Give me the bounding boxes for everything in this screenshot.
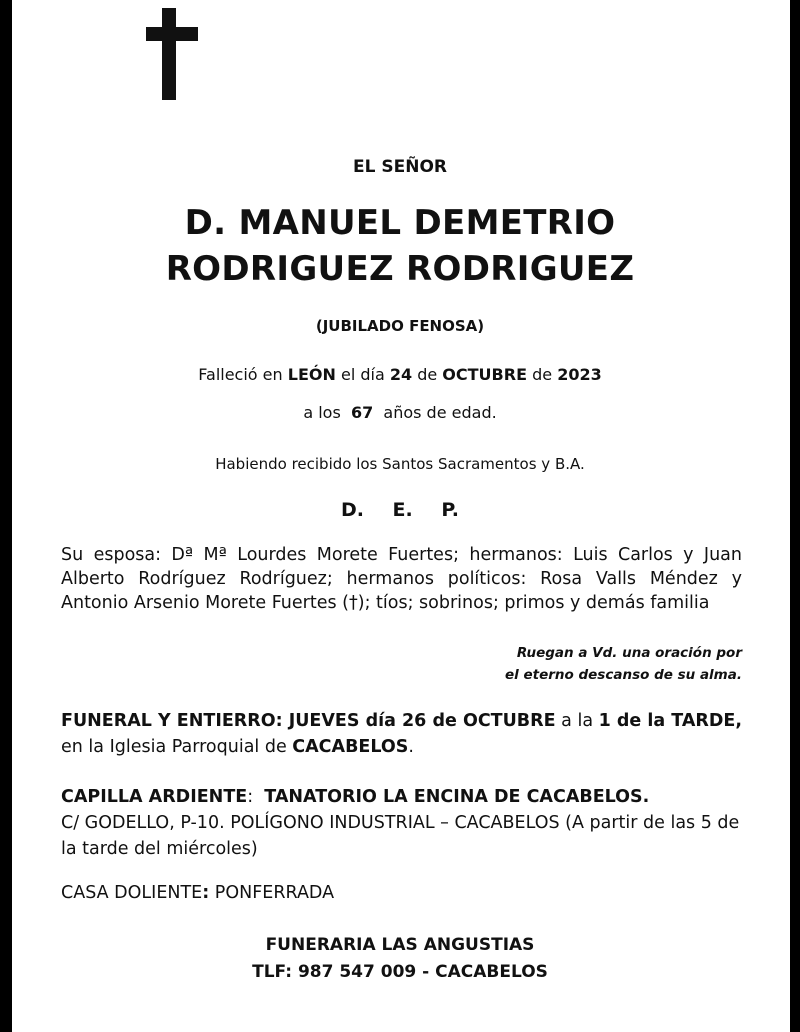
age-line: a los 67 años de edad. — [303, 403, 497, 422]
deceased-name — [0, 200, 800, 292]
honorific-title: EL SEÑOR — [353, 157, 447, 177]
family-paragraph: Su esposa: Dª Mª Lourdes Morete Fuertes; hermanos: Luis Carlos y Juan Alberto Rodríguez Rodríguez; hermanos políticos: Rosa Valls Méndez y Antonio Arsenio Morete Fuertes (†); tíos; sobrinos; primos y demás familia — [61, 545, 742, 613]
age-value: 67 — [350, 403, 374, 422]
funeral-home-name: FUNERARIA LAS ANGUSTIAS — [265, 935, 535, 955]
name-line-1: D. MANUEL DEMETRIO — [184, 203, 616, 243]
house-info: CASA DOLIENTE: PONFERRADA — [61, 883, 335, 903]
name-line-2: RODRIGUEZ RODRIGUEZ — [165, 249, 635, 289]
chapel-address: C/ GODELLO, P-10. POLÍGONO INDUSTRIAL – CACABELOS (A partir de las 5 de la tarde del miércoles) — [61, 813, 740, 859]
occupation: (JUBILADO FENOSA) — [315, 317, 485, 335]
chapel-info: CAPILLA ARDIENTE: TANATORIO LA ENCINA DE CACABELOS. C/ GODELLO, P-10. POLÍGONO INDUSTRIAL – CACABELOS (A partir de las 5 de la tarde del miércoles) — [61, 784, 742, 862]
funeral-info: FUNERAL Y ENTIERRO: JUEVES día 26 de OCTUBRE a la 1 de la TARDE, en la Iglesia Parroquial de CACABELOS. — [61, 711, 743, 757]
death-city: LEÓN — [287, 365, 336, 384]
death-year: 2023 — [557, 365, 602, 384]
funeral-home — [0, 932, 800, 986]
death-notice: Falleció en LEÓN el día 24 de OCTUBRE de 2023 — [198, 365, 602, 384]
death-day: 24 — [389, 365, 413, 384]
prayer-request: Ruegan a Vd. una oración por el eterno descanso de su alma. — [505, 645, 742, 683]
sacraments-line: Habiendo recibido los Santos Sacramentos y B.A. — [215, 455, 585, 473]
death-month: OCTUBRE — [442, 365, 527, 384]
dep-heading: D. E. P. — [340, 499, 460, 521]
funeral-home-phone: TLF: 987 547 009 - CACABELOS — [252, 962, 548, 982]
